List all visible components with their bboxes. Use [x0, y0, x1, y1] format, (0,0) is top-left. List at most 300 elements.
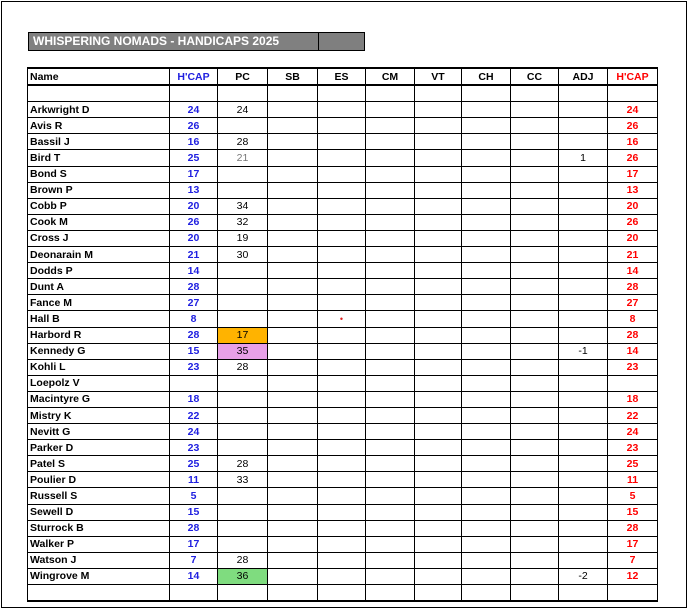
- spacer-cell: [608, 585, 658, 602]
- table-row: [28, 343, 658, 359]
- spacer-cell: [462, 585, 511, 602]
- cell-hcap: 15: [170, 504, 218, 520]
- cell-sb: [268, 488, 318, 504]
- cell-cc: [511, 311, 559, 327]
- cell-hcap: [170, 375, 218, 391]
- cell-sb: [268, 311, 318, 327]
- cell-name: Wingrove M: [28, 568, 170, 584]
- cell-final: 24: [608, 102, 658, 118]
- cell-ch: [462, 359, 511, 375]
- cell-cc: [511, 391, 559, 407]
- cell-adj: [559, 263, 608, 279]
- cell-adj: [559, 102, 608, 118]
- cell-pc: 36: [218, 568, 268, 584]
- cell-cm: [366, 552, 415, 568]
- cell-hcap: 15: [170, 343, 218, 359]
- cell-adj: [559, 488, 608, 504]
- cell-final: 17: [608, 536, 658, 552]
- cell-cm: [366, 279, 415, 295]
- cell-cm: [366, 407, 415, 423]
- cell-es: [318, 102, 366, 118]
- spacer-cell: [318, 585, 366, 602]
- cell-sb: [268, 279, 318, 295]
- cell-name: Patel S: [28, 456, 170, 472]
- cell-adj: [559, 182, 608, 198]
- cell-pc: 32: [218, 214, 268, 230]
- cell-sb: [268, 118, 318, 134]
- cell-final: 28: [608, 327, 658, 343]
- cell-final: 27: [608, 295, 658, 311]
- table-row: [28, 472, 658, 488]
- cell-final: 20: [608, 230, 658, 246]
- cell-ch: [462, 375, 511, 391]
- cell-pc: 30: [218, 247, 268, 263]
- cell-pc: [218, 118, 268, 134]
- cell-cm: [366, 391, 415, 407]
- cell-es: [318, 198, 366, 214]
- cell-name: Bassil J: [28, 134, 170, 150]
- cell-es: [318, 327, 366, 343]
- cell-name: Cobb P: [28, 198, 170, 214]
- cell-cc: [511, 263, 559, 279]
- cell-sb: [268, 166, 318, 182]
- spacer-cell: [218, 585, 268, 602]
- cell-cc: [511, 118, 559, 134]
- cell-cc: [511, 102, 559, 118]
- table-row: [28, 247, 658, 263]
- cell-cc: [511, 166, 559, 182]
- cell-es: [318, 230, 366, 246]
- cell-vt: [415, 150, 462, 166]
- cell-es: [318, 214, 366, 230]
- cell-name: Avis R: [28, 118, 170, 134]
- cell-pc: 28: [218, 552, 268, 568]
- cell-final: 22: [608, 407, 658, 423]
- cell-ch: [462, 118, 511, 134]
- cell-cm: [366, 456, 415, 472]
- cell-adj: [559, 214, 608, 230]
- table-row: [28, 440, 658, 456]
- table-row: [28, 456, 658, 472]
- cell-name: Dunt A: [28, 279, 170, 295]
- spacer-cell: [318, 85, 366, 102]
- cell-es: [318, 407, 366, 423]
- cell-ch: [462, 504, 511, 520]
- cell-sb: [268, 520, 318, 536]
- cell-adj: 1: [559, 150, 608, 166]
- cell-cm: [366, 504, 415, 520]
- spacer-cell: [366, 85, 415, 102]
- spacer-row: [28, 85, 658, 102]
- cell-es: [318, 166, 366, 182]
- spacer-cell: [462, 85, 511, 102]
- cell-es: [318, 504, 366, 520]
- cell-ch: [462, 343, 511, 359]
- cell-ch: [462, 536, 511, 552]
- cell-hcap: 11: [170, 472, 218, 488]
- cell-es: [318, 182, 366, 198]
- table-body: [28, 85, 658, 601]
- table-row: [28, 214, 658, 230]
- cell-final: 21: [608, 247, 658, 263]
- cell-pc: 28: [218, 456, 268, 472]
- table-row: [28, 166, 658, 182]
- cell-final: 25: [608, 456, 658, 472]
- table-row: [28, 488, 658, 504]
- cell-hcap: 25: [170, 150, 218, 166]
- cell-sb: [268, 295, 318, 311]
- cell-final: 13: [608, 182, 658, 198]
- header-ch: CH: [462, 68, 511, 85]
- cell-final: 18: [608, 391, 658, 407]
- cell-es: [318, 488, 366, 504]
- cell-hcap: 28: [170, 327, 218, 343]
- cell-adj: [559, 247, 608, 263]
- cell-vt: [415, 182, 462, 198]
- cell-es: [318, 536, 366, 552]
- cell-es: [318, 456, 366, 472]
- cell-sb: [268, 150, 318, 166]
- spacer-cell: [415, 85, 462, 102]
- cell-adj: [559, 134, 608, 150]
- cell-name: Cook M: [28, 214, 170, 230]
- cell-ch: [462, 520, 511, 536]
- cell-ch: [462, 311, 511, 327]
- cell-ch: [462, 456, 511, 472]
- cell-pc: 24: [218, 102, 268, 118]
- cell-vt: [415, 520, 462, 536]
- spacer-cell: [170, 585, 218, 602]
- cell-sb: [268, 391, 318, 407]
- header-final-hcap: H'CAP: [608, 68, 658, 85]
- cell-adj: [559, 311, 608, 327]
- cell-hcap: 26: [170, 214, 218, 230]
- table-row: [28, 150, 658, 166]
- cell-hcap: 7: [170, 552, 218, 568]
- cell-cm: [366, 166, 415, 182]
- cell-name: Hall B: [28, 311, 170, 327]
- cell-ch: [462, 391, 511, 407]
- cell-cc: [511, 150, 559, 166]
- cell-adj: [559, 424, 608, 440]
- header-row: [28, 68, 658, 85]
- trailing-empty-row: [28, 585, 658, 602]
- cell-es: •: [318, 311, 366, 327]
- cell-vt: [415, 536, 462, 552]
- cell-cc: [511, 568, 559, 584]
- cell-cm: [366, 102, 415, 118]
- cell-name: Sewell D: [28, 504, 170, 520]
- cell-cm: [366, 182, 415, 198]
- table-row: [28, 198, 658, 214]
- cell-final: 26: [608, 214, 658, 230]
- cell-name: Fance M: [28, 295, 170, 311]
- cell-cm: [366, 247, 415, 263]
- cell-cm: [366, 472, 415, 488]
- cell-sb: [268, 424, 318, 440]
- cell-vt: [415, 166, 462, 182]
- cell-sb: [268, 472, 318, 488]
- table-row: [28, 359, 658, 375]
- cell-cc: [511, 295, 559, 311]
- table-row: [28, 295, 658, 311]
- cell-cm: [366, 311, 415, 327]
- cell-pc: 28: [218, 134, 268, 150]
- cell-pc: 17: [218, 327, 268, 343]
- table-row: [28, 311, 658, 327]
- cell-name: Cross J: [28, 230, 170, 246]
- table-row: [28, 327, 658, 343]
- table-row: [28, 118, 658, 134]
- cell-name: Bond S: [28, 166, 170, 182]
- cell-adj: [559, 407, 608, 423]
- cell-cm: [366, 198, 415, 214]
- cell-vt: [415, 295, 462, 311]
- cell-pc: [218, 520, 268, 536]
- cell-vt: [415, 327, 462, 343]
- cell-cc: [511, 504, 559, 520]
- cell-cc: [511, 359, 559, 375]
- cell-sb: [268, 182, 318, 198]
- cell-hcap: 14: [170, 568, 218, 584]
- cell-adj: -2: [559, 568, 608, 584]
- cell-sb: [268, 214, 318, 230]
- cell-es: [318, 440, 366, 456]
- table-row: [28, 134, 658, 150]
- cell-es: [318, 568, 366, 584]
- cell-cc: [511, 279, 559, 295]
- cell-name: Nevitt G: [28, 424, 170, 440]
- title-bar-filler: [318, 33, 364, 50]
- cell-cc: [511, 424, 559, 440]
- header-es: ES: [318, 68, 366, 85]
- cell-es: [318, 118, 366, 134]
- cell-hcap: 27: [170, 295, 218, 311]
- cell-ch: [462, 102, 511, 118]
- cell-final: 17: [608, 166, 658, 182]
- cell-ch: [462, 327, 511, 343]
- cell-pc: [218, 182, 268, 198]
- cell-ch: [462, 279, 511, 295]
- cell-pc: [218, 536, 268, 552]
- cell-adj: [559, 118, 608, 134]
- cell-es: [318, 520, 366, 536]
- cell-es: [318, 472, 366, 488]
- table-row: [28, 504, 658, 520]
- cell-sb: [268, 263, 318, 279]
- cell-cm: [366, 327, 415, 343]
- cell-hcap: 21: [170, 247, 218, 263]
- cell-vt: [415, 214, 462, 230]
- cell-pc: [218, 504, 268, 520]
- cell-final: 24: [608, 424, 658, 440]
- cell-es: [318, 359, 366, 375]
- cell-final: 28: [608, 520, 658, 536]
- cell-ch: [462, 488, 511, 504]
- table-row: [28, 230, 658, 246]
- cell-final: 26: [608, 150, 658, 166]
- cell-sb: [268, 552, 318, 568]
- cell-hcap: 20: [170, 230, 218, 246]
- cell-es: [318, 343, 366, 359]
- cell-cc: [511, 247, 559, 263]
- cell-adj: [559, 359, 608, 375]
- cell-cm: [366, 440, 415, 456]
- cell-cc: [511, 214, 559, 230]
- cell-hcap: 18: [170, 391, 218, 407]
- cell-cm: [366, 568, 415, 584]
- cell-final: 20: [608, 198, 658, 214]
- cell-cm: [366, 536, 415, 552]
- table-row: [28, 407, 658, 423]
- table-row: [28, 536, 658, 552]
- cell-final: 28: [608, 279, 658, 295]
- cell-cm: [366, 375, 415, 391]
- header-sb: SB: [268, 68, 318, 85]
- cell-vt: [415, 102, 462, 118]
- cell-vt: [415, 198, 462, 214]
- cell-sb: [268, 536, 318, 552]
- cell-adj: [559, 166, 608, 182]
- handicap-table: [27, 67, 658, 602]
- cell-vt: [415, 359, 462, 375]
- cell-sb: [268, 134, 318, 150]
- cell-pc: [218, 279, 268, 295]
- cell-vt: [415, 311, 462, 327]
- cell-name: Mistry K: [28, 407, 170, 423]
- table-row: [28, 263, 658, 279]
- header-cc: CC: [511, 68, 559, 85]
- spacer-cell: [218, 85, 268, 102]
- header-name: Name: [28, 68, 170, 85]
- cell-cc: [511, 182, 559, 198]
- cell-vt: [415, 488, 462, 504]
- cell-cc: [511, 440, 559, 456]
- cell-hcap: 17: [170, 166, 218, 182]
- cell-vt: [415, 391, 462, 407]
- cell-sb: [268, 375, 318, 391]
- cell-cc: [511, 198, 559, 214]
- header-vt: VT: [415, 68, 462, 85]
- cell-vt: [415, 343, 462, 359]
- cell-name: Parker D: [28, 440, 170, 456]
- cell-name: Russell S: [28, 488, 170, 504]
- spacer-cell: [366, 585, 415, 602]
- cell-hcap: 28: [170, 520, 218, 536]
- cell-hcap: 25: [170, 456, 218, 472]
- table-row: [28, 520, 658, 536]
- cell-es: [318, 279, 366, 295]
- cell-final: 14: [608, 343, 658, 359]
- cell-ch: [462, 440, 511, 456]
- cell-pc: 21: [218, 150, 268, 166]
- table-row: [28, 391, 658, 407]
- spacer-cell: [170, 85, 218, 102]
- cell-vt: [415, 504, 462, 520]
- cell-vt: [415, 440, 462, 456]
- cell-adj: [559, 198, 608, 214]
- table-row: [28, 375, 658, 391]
- spacer-cell: [28, 585, 170, 602]
- cell-es: [318, 552, 366, 568]
- cell-pc: 28: [218, 359, 268, 375]
- cell-hcap: 22: [170, 407, 218, 423]
- cell-hcap: 20: [170, 198, 218, 214]
- cell-final: 8: [608, 311, 658, 327]
- cell-hcap: 24: [170, 424, 218, 440]
- cell-ch: [462, 295, 511, 311]
- cell-cc: [511, 472, 559, 488]
- cell-es: [318, 391, 366, 407]
- cell-cm: [366, 150, 415, 166]
- cell-pc: [218, 440, 268, 456]
- cell-ch: [462, 552, 511, 568]
- cell-cc: [511, 134, 559, 150]
- cell-cm: [366, 520, 415, 536]
- cell-vt: [415, 263, 462, 279]
- cell-hcap: 26: [170, 118, 218, 134]
- cell-cc: [511, 552, 559, 568]
- cell-final: 23: [608, 440, 658, 456]
- table-row: [28, 424, 658, 440]
- cell-sb: [268, 568, 318, 584]
- cell-name: Brown P: [28, 182, 170, 198]
- cell-adj: [559, 279, 608, 295]
- cell-adj: [559, 472, 608, 488]
- cell-sb: [268, 343, 318, 359]
- cell-cm: [366, 214, 415, 230]
- cell-pc: [218, 295, 268, 311]
- cell-cc: [511, 456, 559, 472]
- cell-hcap: 23: [170, 440, 218, 456]
- cell-hcap: 23: [170, 359, 218, 375]
- cell-name: Kennedy G: [28, 343, 170, 359]
- cell-pc: 35: [218, 343, 268, 359]
- cell-sb: [268, 230, 318, 246]
- cell-es: [318, 375, 366, 391]
- cell-ch: [462, 134, 511, 150]
- cell-hcap: 8: [170, 311, 218, 327]
- cell-vt: [415, 407, 462, 423]
- cell-ch: [462, 407, 511, 423]
- cell-name: Kohli L: [28, 359, 170, 375]
- spacer-cell: [559, 85, 608, 102]
- cell-sb: [268, 440, 318, 456]
- cell-sb: [268, 327, 318, 343]
- cell-final: 26: [608, 118, 658, 134]
- cell-cm: [366, 134, 415, 150]
- cell-name: Deonarain M: [28, 247, 170, 263]
- cell-final: 11: [608, 472, 658, 488]
- cell-es: [318, 247, 366, 263]
- cell-pc: [218, 488, 268, 504]
- cell-final: 7: [608, 552, 658, 568]
- cell-sb: [268, 504, 318, 520]
- cell-adj: [559, 552, 608, 568]
- spacer-cell: [559, 585, 608, 602]
- cell-sb: [268, 247, 318, 263]
- cell-pc: [218, 263, 268, 279]
- cell-adj: [559, 520, 608, 536]
- cell-ch: [462, 182, 511, 198]
- cell-pc: [218, 375, 268, 391]
- cell-cm: [366, 230, 415, 246]
- header-hcap: H'CAP: [170, 68, 218, 85]
- sheet-title-bar: [28, 32, 365, 51]
- cell-adj: [559, 375, 608, 391]
- cell-vt: [415, 552, 462, 568]
- cell-adj: [559, 391, 608, 407]
